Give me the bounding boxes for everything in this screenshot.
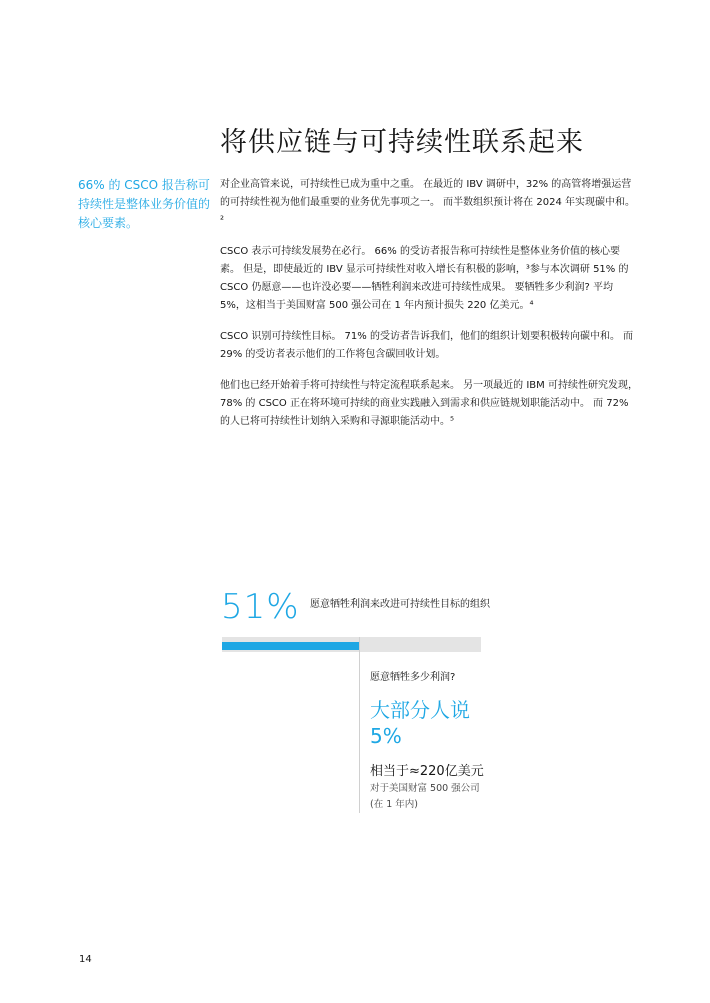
- vertical-divider: [359, 637, 360, 813]
- paragraph-4: 他们也已经开始着手将可持续性与特定流程联系起来。 另一项最近的 IBM 可持续性研究发现，78% 的 CSCO 正在将环境可持续的商业实践融入到需求和供应链规划职能活动中。 而 72% 的人已将可持续性计划纳入采购和寻源职能活动中。⁵: [220, 380, 638, 427]
- progress-bar-track: [222, 637, 481, 652]
- paragraph-3: CSCO 识别可持续性目标。 71% 的受访者告诉我们，他们的组织计划要积极转向碳中和。 而 29% 的受访者表示他们的工作将包含碳回收计划。: [220, 331, 634, 360]
- paragraph-1: 对企业高管来说，可持续性已成为重中之重。 在最近的 IBV 调研中，32% 的高管将增强运营的可持续性视为他们最重要的业务优先事项之一。 而半数组织预计将在 2024 年实现碳中和。²: [220, 179, 635, 226]
- answer-line-1: 大部分人说: [370, 698, 470, 722]
- answer-line-2: 5%: [370, 724, 402, 748]
- stat-percent: 51%: [221, 587, 300, 627]
- note-line-1: 对于美国财富 500 强公司: [370, 783, 480, 794]
- equivalent-value: 相当于≈220亿美元: [370, 764, 484, 779]
- page-title: 将供应链与可持续性联系起来: [220, 127, 584, 158]
- note-line-2: (在 1 年内): [370, 799, 418, 810]
- sacrifice-answer: [370, 697, 500, 749]
- page-number: 14: [79, 954, 92, 965]
- body-text: [220, 176, 638, 444]
- paragraph-2: CSCO 表示可持续发展势在必行。 66% 的受访者报告称可持续性是整体业务价值的核心要素。 但是，即使最近的 IBV 显示可持续性对收入增长有积极的影响，³参与本次调研 51% 的 CSCO 仍愿意——也许没必要——牺牲利润来改进可持续性成果。 要牺牲多少利润? 平均 5%，这相当于美国财富 500 强公司在 1 年内预计损失 220 亿美元。⁴: [220, 246, 629, 311]
- progress-bar-fill: [222, 642, 359, 650]
- stat-label: 愿意牺牲利润来改进可持续性目标的组织: [310, 599, 490, 610]
- pull-quote: 66% 的 CSCO 报告称可持续性是整体业务价值的核心要素。: [78, 178, 211, 230]
- sacrifice-question: 愿意牺牲多少利润?: [370, 672, 456, 683]
- equivalent-note: [370, 781, 480, 813]
